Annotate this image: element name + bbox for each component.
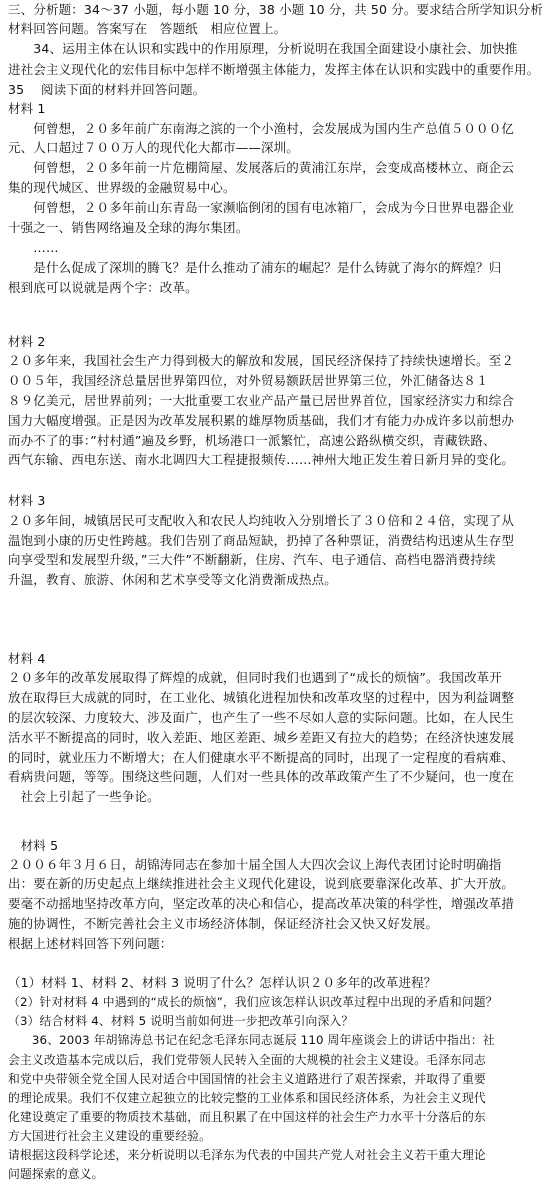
text-line: 是什么促成了深圳的腾飞？是什么推动了浦东的崛起？是什么铸就了海尔的辉煌？归	[8, 260, 502, 275]
text-line: 的同时，就业压力不断增大；在人们健康水平不断提高的同时，出现了一定程度的看病难、	[8, 750, 515, 765]
question-item: （2）针对材料 4 中遇到的“成长的烦恼”，我们应该怎样认识改革过程中出现的矛盾和问题？	[8, 995, 498, 1009]
text-line: 元、人口超过７００万人的现代化大都市——深圳。	[8, 140, 299, 155]
text-line: 34、运用主体在认识和实践中的作用原理，分析说明在我国全面建设小康社会、加快推	[8, 41, 518, 56]
text-line: 三、分析题：34～37 小题，每小题 10 分，38 小题 10 分，共 50 分。要求结合所学知识分析	[8, 2, 544, 17]
section-heading: 材料 1	[8, 101, 46, 116]
text-line: 国力大幅度增强。正是因为改革发展积累的雄厚物质基础，我们才有能力办成许多以前想办	[8, 413, 515, 428]
text-line: 何曾想，２０多年前广东南海之滨的一个小渔村，会发展成为国内生产总值５０００亿	[8, 121, 515, 136]
text-line: 方大国进行社会主义建设的重要经验。	[8, 1129, 212, 1143]
text-line: 何曾想，２０多年前一片危棚简屋、发展落后的黄浦江东岸，会变成高楼林立、商企云	[8, 160, 515, 175]
text-line: ２０多年间，城镇居民可支配收入和农民人均纯收入分别增长了３０倍和２４倍，实现了从	[8, 513, 515, 528]
text-line: 的理论成果。我们不仅建立起独立的比较完整的工业体系和国民经济体系，为社会主义现代	[8, 1091, 486, 1105]
text-line: 集的现代城区、世界级的金融贸易中心。	[8, 180, 236, 195]
text-line: 根到底可以说就是两个字：改革。	[8, 280, 198, 295]
text-line: 施的协调性，不断完善社会主义市场经济体制，保证经济社会又快又好发展。	[8, 916, 439, 931]
text-line: ００５年，我国经济总量居世界第四位，对外贸易额跃居世界第三位，外汇储备达８１	[8, 373, 489, 388]
text-line: 出：要在新的历史起点上继续推进社会主义现代化建设，说到底要靠深化改革、扩大开放。	[8, 876, 515, 891]
text-line: 升温，教育、旅游、休闲和艺术享受等文化消费渐成热点。	[8, 572, 337, 587]
text-line: ２０多年的改革发展取得了辉煌的成就，但同时我们也遇到了“成长的烦恼”。我国改革开	[8, 670, 502, 685]
text-line: 看病贵问题，等等。围绕这些问题，人们对一些具体的改革政策产生了不少疑问，也一度在	[8, 769, 515, 784]
section-heading: ２００６年３月６日，胡锦涛同志在参加十届全国人大四次会议上海代表团讨论时明确指	[8, 857, 502, 872]
text-line: 向享受型和发展型升级，”三大件”不断翻新，住房、汽车、电子通信、高档电器消费持续	[8, 552, 496, 567]
section-heading: 材料 3	[8, 493, 46, 508]
text-line: 活水平不断提高的同时，收入差距、地区差距、城乡差距又有拉大的趋势；在经济快速发展	[8, 730, 515, 745]
text-line: ８９亿美元，居世界前列；一大批重要工农业产品产量已居世界首位，国家经济实力和综合	[8, 393, 515, 408]
text-line: ２０多年来，我国社会生产力得到极大的解放和发展，国民经济保持了持续快速增长。至２	[8, 353, 515, 368]
question-item: 36、2003 年胡锦涛总书记在纪念毛泽东同志诞辰 110 周年座谈会上的讲话中指出：社	[8, 1033, 495, 1047]
questions-intro: （1）材料 1、材料 2、材料 3 说明了什么？怎样认识２０多年的改革进程？	[8, 975, 437, 990]
question-item: （3）结合材料 4、材料 5 说明当前如何进一步把改革引向深入？	[8, 1014, 354, 1028]
section-heading: 材料 2	[8, 334, 46, 349]
text-line: 西气东输、西电东送、南水北调四大工程捷报频传……神州大地正发生着日新月异的变化。	[8, 452, 515, 467]
text-line: 问题探索的意义。	[8, 1167, 104, 1181]
text-line: 进社会主义现代化的宏伟目标中怎样不断增强主体能力，发挥主体在认识和实践中的重要作用。	[8, 62, 540, 77]
text-line: 温饱到小康的历史性跨越。我们告别了商品短缺，扔掉了各种票证，消费结构迅速从生存型	[8, 533, 515, 548]
text-line: 要毫不动摇地坚持改革方向，坚定改革的决心和信心，提高改革决策的科学性，增强改革措	[8, 896, 515, 911]
text-line: 请根据这段科学论述，来分析说明以毛泽东为代表的中国共产党人对社会主义若干重大理论	[8, 1148, 486, 1162]
text-line: 和党中央带领全党全国人民对适合中国国情的社会主义道路进行了艰苦探索，并取得了重要	[8, 1072, 486, 1086]
section-heading: 材料 4	[8, 651, 46, 666]
text-line: 根据上述材料回答下列问题：	[8, 936, 173, 951]
text-line: 35 阅读下面的材料并回答问题。	[8, 82, 206, 97]
text-line: 十强之一、销售网络遍及全球的海尔集团。	[8, 220, 249, 235]
text-line: 材料回答问题。答案写在 答题纸 相应位置上。	[8, 21, 287, 36]
text-line: 的层次较深、力度较大、涉及面广，也产生了一些不尽如人意的实际问题。比如，在人民生	[8, 710, 515, 725]
text-line: 会主义改造基本完成以后，我们党带领人民转入全面的大规模的社会主义建设。毛泽东同志	[8, 1053, 486, 1067]
text-line: 化建设奠定了重要的物质技术基础，而且积累了在中国这样的社会生产力水平十分落后的东	[8, 1110, 486, 1124]
text-line: 而办不了的事：”村村通”遍及乡野，机场港口一派繁忙，高速公路纵横交织，青藏铁路、	[8, 433, 496, 448]
text-line: 何曾想，２０多年前山东青岛一家濒临倒闭的国有电冰箱厂，会成为今日世界电器企业	[8, 200, 515, 215]
text-line: 放在取得巨大成就的同时，在工业化、城镇化进程加快和改革攻坚的过程中，因为利益调整	[8, 690, 515, 705]
text-line: 社会上引起了一些争论。	[8, 789, 160, 804]
text-line: 材料 5	[8, 838, 59, 853]
text-line: ……	[8, 240, 59, 255]
